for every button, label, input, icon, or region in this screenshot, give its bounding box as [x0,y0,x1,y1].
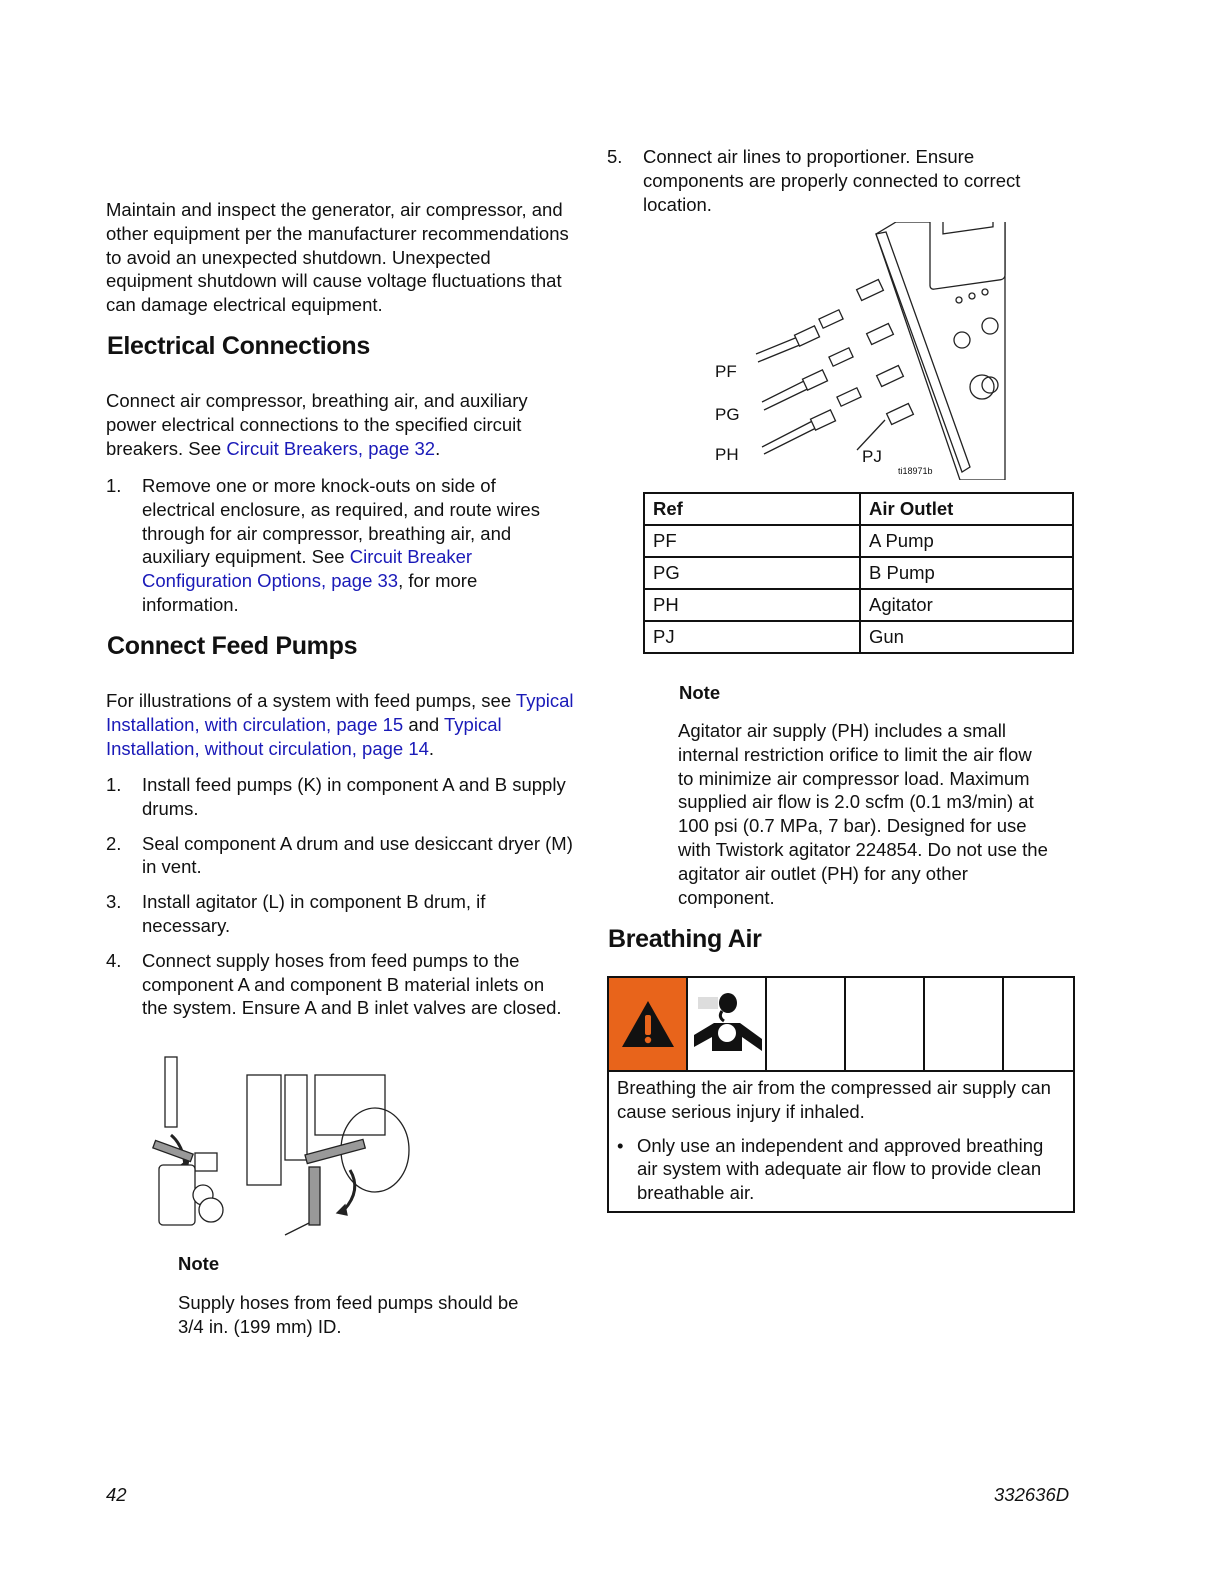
label-pg: PG [715,405,740,424]
electrical-paragraph [106,389,576,460]
heading-breathing-air: Breathing Air [608,925,762,953]
step-text: Remove one or more knock-outs on side of electrical enclosure, as required, and route wires through for air compressor, breathing air, and auxiliary equipment. See [142,475,540,568]
bullet-text: Only use an independent and approved breathing air system with adequate air flow to provide clean breathable air. [637,1134,1044,1204]
feed-step [106,890,576,938]
document-number: 332636D [994,1484,1070,1505]
air-outlet-table [643,492,1074,654]
table-row [644,557,1073,589]
step-text: Connect air lines to proportioner. Ensure components are properly connected to correct location. [643,146,1021,215]
cell-ref: PJ [644,621,860,653]
intro-paragraph: Maintain and inspect the generator, air compressor, and other equipment per the manufacturer recommendations to avoid an unexpected shutdown. Unexpected equipment shutdown will cause voltage fluctuations that can damage electrical equipment. [106,199,569,316]
feed-step [106,949,572,1020]
cell-outlet: Agitator [860,589,1073,621]
step-number: 1. [106,475,122,496]
label-pf: PF [715,362,737,381]
electrical-step [106,474,568,617]
step-text: Seal component A drum and use desiccant dryer (M) in vent. [142,832,573,878]
cell-ref: PG [644,557,860,589]
cell-outlet: B Pump [860,557,1073,589]
link-typical-install-with-circulation[interactable]: Typical Installation, with circulation, page 15 [106,690,574,735]
feed-text-end: . [428,737,435,759]
heading-connect-feed-pumps: Connect Feed Pumps [107,632,358,660]
cell-ref: PF [644,525,860,557]
step-text-end: , for more information. [142,570,478,615]
bullet-icon: • [617,1134,624,1156]
step-number: 4. [106,949,122,971]
warning-triangle-icon [620,999,676,1049]
inhalation-hazard-cell [688,978,767,1070]
feed-pumps-note-text: Supply hoses from feed pumps should be 3/4 in. (199 mm) ID. [178,1292,519,1337]
feed-text-mid: and [403,713,445,735]
warning-bullet [617,1134,1065,1205]
step-text: Connect supply hoses from feed pumps to the component A and component B material inlets on the system. Ensure A and B inlet valves are closed. [142,949,562,1019]
feed-text: For illustrations of a system with feed pumps, see [106,690,516,711]
feed-pumps-paragraph [106,689,576,760]
link-typical-install-without-circulation[interactable]: Typical Installation, without circulation, page 14 [106,713,502,759]
table-header-row [644,493,1073,525]
label-pj: PJ [862,447,882,466]
warning-triangle-cell [609,978,688,1070]
header-air-outlet: Air Outlet [860,493,1073,525]
feed-pumps-note-title: Note [178,1253,220,1274]
step-text: Install feed pumps (K) in component A and B supply drums. [142,774,566,819]
empty-icon-cell [925,978,1004,1070]
electrical-steps [106,474,568,628]
air-outlet-figure [700,222,1010,480]
label-ph: PH [715,445,739,464]
empty-icon-cell [1004,978,1073,1070]
table-row [644,621,1073,653]
cell-outlet: Gun [860,621,1073,653]
step-text: Install agitator (L) in component B drum, if necessary. [142,891,486,936]
table-row [644,589,1073,621]
link-circuit-breaker-config[interactable]: Circuit Breaker Configuration Options, page 33 [142,546,473,592]
header-ref: Ref [644,493,860,525]
step-number: 1. [106,774,122,795]
inhalation-hazard-icon [692,989,762,1059]
warning-icons-row [609,978,1073,1072]
step-5 [607,145,1067,227]
agitator-note-title: Note [679,682,721,703]
feed-pump-steps [106,773,576,1031]
air-step [607,145,1067,216]
electrical-text-end: . [435,437,441,459]
empty-icon-cell [767,978,846,1070]
feed-step [106,832,576,880]
electrical-text: Connect air compressor, breathing air, and auxiliary power electrical connections to the specified circuit breakers. See [106,390,528,459]
step-number: 3. [106,891,122,913]
warning-body [609,1072,1073,1211]
step-number: 2. [106,832,122,854]
warning-text: Breathing the air from the compressed air supply can cause serious injury if inhaled. [617,1077,1051,1122]
cell-ref: PH [644,589,860,621]
link-circuit-breakers[interactable]: Circuit Breakers, page 32 [226,437,436,459]
breathing-air-warning [607,976,1075,1213]
inlet-valve-illustration [145,1055,415,1240]
cell-outlet: A Pump [860,525,1073,557]
page-number: 42 [106,1484,127,1505]
agitator-note-text: Agitator air supply (PH) includes a small internal restriction orifice to limit the air flow to minimize air compressor load. Maximum supplied air flow is 2.0 scfm (0.1 m3/min) at 100 psi (0.7 MPa, 7 bar). Designed for use with Twistork agitator 224854. Do not use the agitator air outlet (PH) for any other component. [678,720,1048,908]
figure-id: ti18971b [898,466,933,476]
step-number: 5. [607,146,623,167]
feed-step [106,773,576,821]
heading-electrical-connections: Electrical Connections [107,332,370,360]
table-row [644,525,1073,557]
empty-icon-cell [846,978,925,1070]
